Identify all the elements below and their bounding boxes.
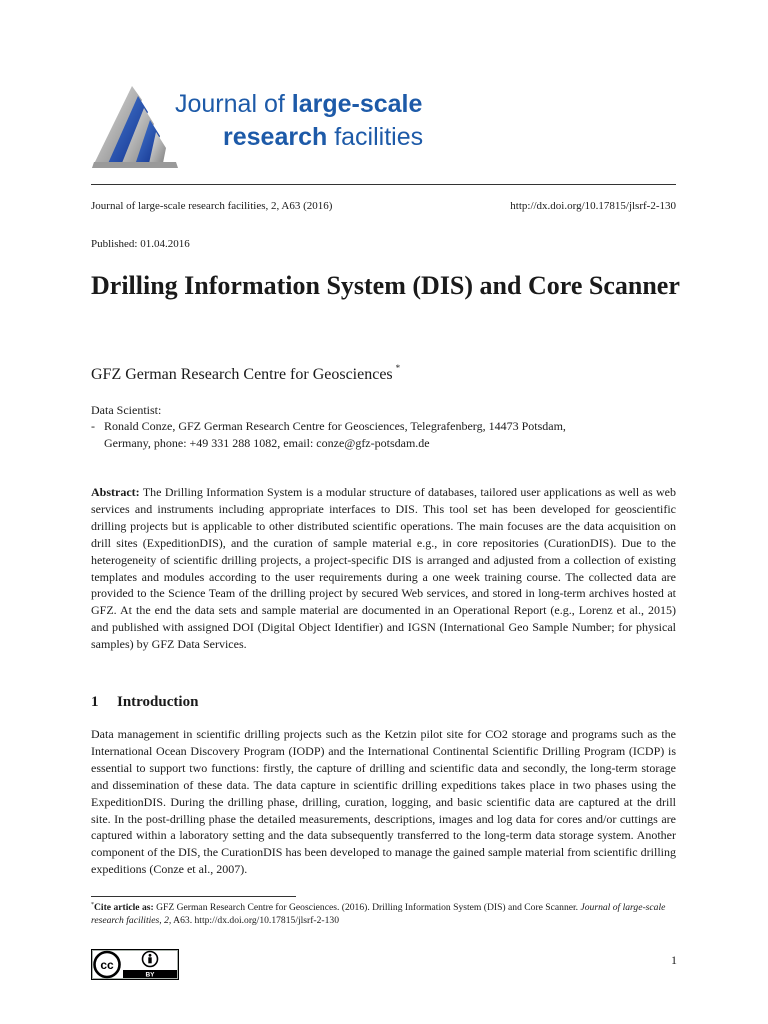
cc-by-icon[interactable] [91, 949, 179, 980]
running-head-doi[interactable]: http://dx.doi.org/10.17815/jlsrf-2-130 [510, 200, 676, 212]
list-dash: - [91, 419, 95, 433]
footnote-text: GFZ German Research Centre for Geosciences. (2016). Drilling Information System (DIS) and Core Scanner. [153, 902, 581, 913]
abstract-label: Abstract: [91, 485, 140, 499]
citation-footnote [91, 899, 676, 927]
abstract [91, 484, 676, 653]
stacked-triangle-logo-icon [90, 82, 180, 170]
footnote-mark: * [91, 902, 94, 908]
footnote-label: Cite article as: [94, 902, 154, 913]
affiliation-footnote-mark[interactable]: * [395, 363, 401, 373]
running-head-citation: Journal of large-scale research facilities, 2, A63 (2016) [91, 200, 333, 212]
introduction-paragraph: Data management in scientific drilling projects such as the Ketzin pilot site for CO2 storage and programs such as the International Ocean Discovery Program (IODP) and the International Continental Scientific Drilling Program (ICDP) is essential to support two functions: firstly, the capture of drilling and scientific data and secondly, the long-term storage and dissemination of these data. The data capture in scientific drilling expeditions takes place in two phases using the ExpeditionDIS. During the drilling phase, drilling, curation, logging, and basic scientific data are captured at the drill site. In the post-drilling phase the detailed measurements, descriptions, images and log data for cores and/or cuttings are captured within a laboratory setting and the data subsequently transferred to the long-term data storage system. Another component of the DIS, the CurationDIS has been developed to manage the gained sample material from scientific drilling expeditions (Conze et al., 2007). [91, 727, 676, 877]
page-number: 1 [671, 953, 677, 967]
journal-name: Journal of large-scale research facilities [175, 90, 424, 151]
data-scientist-line1: Ronald Conze, GFZ German Research Centre for Geosciences, Telegrafenberg, 14473 Potsdam, [104, 419, 566, 433]
footnote-rule [91, 896, 296, 897]
data-scientist-label: Data Scientist: [91, 403, 162, 417]
data-scientist-line2: Germany, phone: +49 331 288 1082, email: conze@gfz-potsdam.de [104, 436, 430, 450]
svg-text:cc: cc [100, 958, 114, 972]
section-heading-introduction [91, 694, 198, 711]
author-affiliation: GFZ German Research Centre for Geosciences * [91, 363, 401, 383]
section-number: 1 [91, 694, 99, 710]
data-scientist-entry [91, 418, 676, 452]
published-date: Published: 01.04.2016 [91, 238, 190, 250]
footnote-doi: A63. http://dx.doi.org/10.17815/jlsrf-2-130 [171, 915, 340, 926]
article-title: Drilling Information System (DIS) and Core Scanner [91, 271, 680, 300]
section-title: Introduction [117, 694, 199, 710]
license-text: BY [145, 971, 155, 979]
header-rule [91, 184, 676, 185]
footnote-journal: Journal of large-scale research facilities, 2, [91, 902, 666, 926]
abstract-text: The Drilling Information System is a modular structure of databases, tailored user applications as well as web services and instruments including appropriate interfaces to DIS. This tool set has been developed for geoscientific drilling projects but is applicable to other distributed scientific operations. The main focuses are the data acquisition on drill sites (ExpeditionDIS), and the curation of sample material e.g., in core repositories (CurationDIS). Due to the heterogeneity of scientific drilling projects, a project-specific DIS is arranged and adjusted from a collection of existing templates and modules according to the user requirements during a one week training course. The collected data are provided to the Science Team of the drilling project by secured Web services, and stored in long-term archives hosted at GFZ. At the end the data sets and sample material are documented in an Operational Report (e.g., Lorenz et al., 2015) and published with assigned DOI (Digital Object Identifier) and IGSN (International Geo Sample Number; for physical samples) by GFZ Data Services. [91, 485, 676, 652]
